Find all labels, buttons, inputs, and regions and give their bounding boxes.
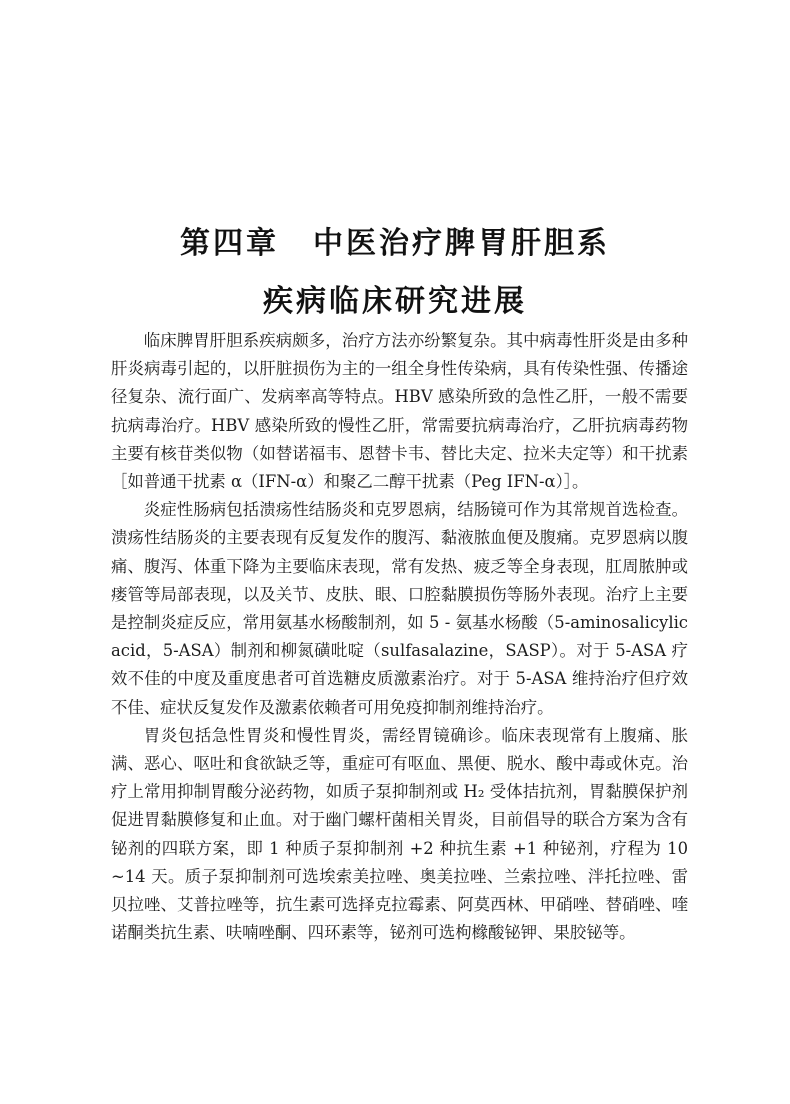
paragraph-gastritis: 胃炎包括急性胃炎和慢性胃炎，需经胃镜确诊。临床表现常有上腹痛、胀满、恶心、呕吐和食欲缺乏等，重症可有呕血、黑便、脱水、酸中毒或休克。治疗上常用抑制胃酸分泌药物，如质子泵抑制剂或 H₂ 受体拮抗剂，胃黏膜保护剂促进胃黏膜修复和止血。对于幽门螺杆菌相关胃炎，目前倡导的联合方案为含有铋剂的四联方案，即 1 种质子泵抑制剂 +2 种抗生素 +1 种铋剂，疗程为 10 ~14 天。质子泵抑制剂可选埃索美拉唑、奥美拉唑、兰索拉唑、泮托拉唑、雷贝拉唑、艾普拉唑等，抗生素可选择克拉霉素、阿莫西林、甲硝唑、替硝唑、喹诺酮类抗生素、呋喃唑酮、四环素等，铋剂可选枸橼酸铋钾、果胶铋等。 bbox=[111, 725, 688, 943]
chapter-title bbox=[0, 215, 790, 331]
paragraph-ibd: 炎症性肠病包括溃疡性结肠炎和克罗恩病，结肠镜可作为其常规首选检查。溃疡性结肠炎的主要表现有反复发作的腹泻、黏液脓血便及腹痛。克罗恩病以腹痛、腹泻、体重下降为主要临床表现，常有发热、疲乏等全身表现，肛周脓肿或瘘管等局部表现，以及关节、皮肤、眼、口腔黏膜损伤等肠外表现。治疗上主要是控制炎症反应，常用氨基水杨酸制剂，如 5 - 氨基水杨酸（5-aminosalicylic acid，5-ASA）制剂和柳氮磺吡啶（sulfasalazine，SASP）。对于 5-ASA 疗效不佳的中度及重度患者可首选糖皮质激素治疗。对于 5-ASA 维持治疗但疗效不佳、症状反复发作及激素依赖者可用免疫抑制剂维持治疗。 bbox=[111, 500, 688, 717]
chapter-title-line-2: 疾病临床研究进展 bbox=[263, 284, 527, 319]
chapter-title-line-1 bbox=[0, 215, 790, 273]
paragraph-hepatitis: 临床脾胃肝胆系疾病颇多，治疗方法亦纷繁复杂。其中病毒性肝炎是由多种肝炎病毒引起的，以肝脏损伤为主的一组全身性传染病，具有传染性强、传播途径复杂、流行面广、发病率高等特点。HBV 感染所致的急性乙肝，一般不需要抗病毒治疗。HBV 感染所致的慢性乙肝，常需要抗病毒治疗，乙肝抗病毒药物主要有核苷类似物（如替诺福韦、恩替卡韦、替比夫定、拉米夫定等）和干扰素［如普通干扰素 α（IFN-α）和聚乙二醇干扰素（Peg IFN-α）］。 bbox=[111, 331, 688, 492]
chapter-title-text-1: 中医治疗脾胃肝胆系 bbox=[313, 226, 610, 261]
body-text bbox=[111, 327, 688, 947]
chapter-number: 第四章 bbox=[180, 226, 279, 261]
